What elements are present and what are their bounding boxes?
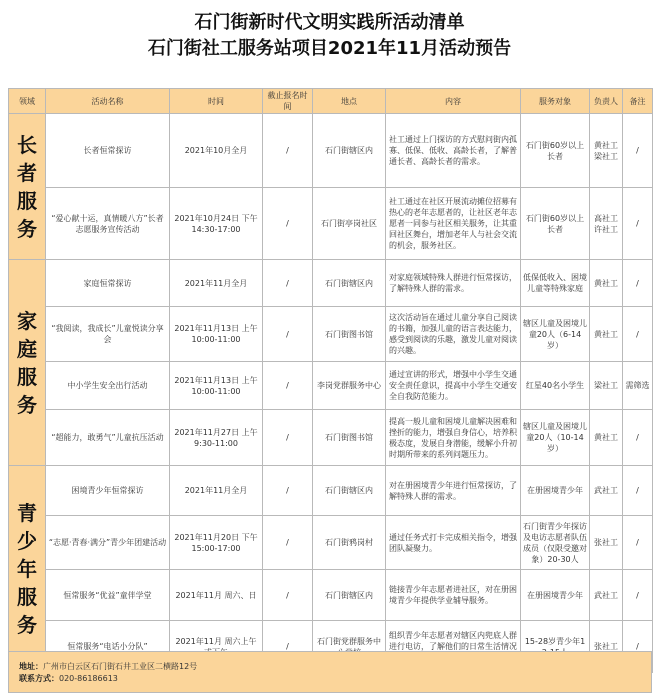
cell-place: 石门街辖区内 <box>313 260 386 307</box>
cell-deadline: / <box>263 570 313 621</box>
cell-content: 社工通过在社区开展流动摊位招募有热心的老年志愿者的，让社区老年志愿者一同参与社区相关服务，让其重回社区舞台，增加老年人与社会交流的机会，服务社区。 <box>386 188 521 260</box>
cell-note: / <box>623 188 653 260</box>
cell-content: 链接青少年志愿者进社区，对在册困境青少年提供学业辅导服务。 <box>386 570 521 621</box>
cell-deadline: / <box>263 188 313 260</box>
cell-content: 提高一般儿童和困境儿童解决困难和挫折的能力，增强自身信心，培养积极态度，发展自身潜能，缓解小升初时期所带来的系列问题压力。 <box>386 410 521 466</box>
cell-activity-name: 长者恒常探访 <box>46 114 170 188</box>
cell-time: 2021年11月27日 上午9:30-11:00 <box>170 410 263 466</box>
header-activity-name: 活动名称 <box>46 89 170 114</box>
cell-time: 2021年11月13日 上午10:00-11:00 <box>170 362 263 410</box>
cell-activity-name: 中小学生安全出行活动 <box>46 362 170 410</box>
cell-time: 2021年11月13日 上午10:00-11:00 <box>170 307 263 362</box>
header-owner: 负责人 <box>590 89 623 114</box>
cell-deadline: / <box>263 410 313 466</box>
cell-target: 在册困境青少年 <box>521 570 590 621</box>
cell-time: 2021年11月 周六、日 <box>170 570 263 621</box>
cell-activity-name: 家庭恒常探访 <box>46 260 170 307</box>
cell-activity-name: 恒常服务“电话小分队” <box>46 621 170 673</box>
cell-place: 石门街党群服务中 <box>313 621 386 673</box>
cell-deadline: / <box>263 466 313 516</box>
cell-activity-name: 困境青少年恒常探访 <box>46 466 170 516</box>
activity-table <box>8 88 653 673</box>
cell-time: 2021年11月全月 <box>170 466 263 516</box>
footer-address-line <box>19 661 641 673</box>
header-deadline: 截止报名时间 <box>263 89 313 114</box>
cell-content: 这次活动旨在通过儿童分享自己阅读的书籍，加强儿童的语言表达能力，感受到阅读的乐趣，激发儿童对阅读的兴趣。 <box>386 307 521 362</box>
cell-deadline: / <box>263 362 313 410</box>
cell-time: 2021年11月全月 <box>170 260 263 307</box>
table-row <box>9 570 653 621</box>
cell-owner: 张社工 <box>590 516 623 570</box>
cell-target: 石门街青少年探访及电访志愿者队伍成员（仅限受邀对象）20-30人 <box>521 516 590 570</box>
cell-target: 石门街60岁以上长者 <box>521 114 590 188</box>
cell-target: 在册困境青少年 <box>521 466 590 516</box>
cell-target: 红星40名小学生 <box>521 362 590 410</box>
table-row <box>9 410 653 466</box>
table-row <box>9 188 653 260</box>
cell-target: 辖区儿童及困境儿童20人（10-14岁） <box>521 410 590 466</box>
cell-place: 石门街图书馆 <box>313 307 386 362</box>
cell-place: 石门街图书馆 <box>313 410 386 466</box>
section-label-family: 家庭服务 <box>9 260 46 466</box>
cell-owner: 梁社工 <box>590 362 623 410</box>
cell-deadline: / <box>263 516 313 570</box>
cell-owner: 高社工 许社工 <box>590 188 623 260</box>
cell-activity-name: “爱心献十运，真情暖八方”长者志愿服务宣传活动 <box>46 188 170 260</box>
cell-content: 通过宣讲的形式，增强中小学生交通安全责任意识，提高中小学生交通安全自我防范能力。 <box>386 362 521 410</box>
cell-time: 2021年10月全月 <box>170 114 263 188</box>
cell-place: 石门街辖区内 <box>313 570 386 621</box>
cell-note: 需筛选 <box>623 362 653 410</box>
address-text: 广州市白云区石门街石井工业区二横路12号 <box>43 662 198 671</box>
cell-place: 石门街辖区内 <box>313 466 386 516</box>
footer-contact-line <box>19 673 641 685</box>
cell-place: 石门街亭岗社区 <box>313 188 386 260</box>
cell-deadline: / <box>263 260 313 307</box>
header-note: 备注 <box>623 89 653 114</box>
cell-note: / <box>623 114 653 188</box>
cell-owner: 武社工 <box>590 570 623 621</box>
cell-deadline: / <box>263 114 313 188</box>
cell-activity-name: “志愿·青春·满分”青少年团建活动 <box>46 516 170 570</box>
cell-content: 组织青少年志愿者对辖区内兜底人群进行电访，了解他们的日常生活情况 <box>386 621 521 673</box>
address-label: 地址： <box>19 662 43 671</box>
cell-owner: 黄社工 <box>590 307 623 362</box>
header-domain: 领域 <box>9 89 46 114</box>
cell-target: 15-28岁青少年1 <box>521 621 590 673</box>
cell-deadline: / <box>263 621 313 673</box>
table-row <box>9 362 653 410</box>
table-row <box>9 466 653 516</box>
cell-time: 2021年11月 周六上午 <box>170 621 263 673</box>
cell-owner: 黄社工 <box>590 410 623 466</box>
cell-owner: 武社工 <box>590 466 623 516</box>
header-place: 地点 <box>313 89 386 114</box>
cell-target: 辖区儿童及困境儿童20人（6-14岁） <box>521 307 590 362</box>
cell-content: 社工通过上门探访的方式慰问街内孤寡、低保、低收、高龄长者，了解普通长者、高龄长者的需求。 <box>386 114 521 188</box>
cell-target: 低保低收入、困境儿童等特殊家庭 <box>521 260 590 307</box>
cell-place: 李岗党群服务中心 <box>313 362 386 410</box>
cell-activity-name: 恒常服务“优益”童伴学堂 <box>46 570 170 621</box>
cell-note: / <box>623 570 653 621</box>
cell-note: / <box>623 410 653 466</box>
table-row <box>9 516 653 570</box>
cell-owner: 张社工 <box>590 621 623 673</box>
page-subtitle: 石门街社工服务站项目2021年11月活动预告 <box>147 38 512 59</box>
cell-time: 2021年10月24日 下午14:30-17:00 <box>170 188 263 260</box>
cell-content: 对家庭领域特殊人群进行恒常探访，了解特殊人群的需求。 <box>386 260 521 307</box>
cell-content: 对在册困境青少年进行恒常探访，了解特殊人群的需求。 <box>386 466 521 516</box>
footer-contact-bar <box>8 651 652 693</box>
cell-note: / <box>623 466 653 516</box>
table-row <box>9 114 653 188</box>
contact-label: 联系方式： <box>19 674 59 683</box>
cell-activity-name: “我阅读，我成长”儿童悦读分享会 <box>46 307 170 362</box>
cell-activity-name: “超能力，敢勇气”儿童抗压活动 <box>46 410 170 466</box>
section-label-youth: 青少年服务 <box>9 466 46 673</box>
cell-note: / <box>623 621 653 673</box>
cell-owner: 黄社工 梁社工 <box>590 114 623 188</box>
cell-note: / <box>623 307 653 362</box>
cell-owner: 黄社工 <box>590 260 623 307</box>
cell-time: 2021年11月20日 下午15:00-17:00 <box>170 516 263 570</box>
contact-text: 020-86186613 <box>59 674 118 683</box>
section-label-elder: 长者服务 <box>9 114 46 260</box>
cell-place: 石门街辖区内 <box>313 114 386 188</box>
header-target: 服务对象 <box>521 89 590 114</box>
header-time: 时间 <box>170 89 263 114</box>
table-header-row <box>9 89 653 114</box>
cell-target: 石门街60岁以上长者 <box>521 188 590 260</box>
cell-note: / <box>623 260 653 307</box>
cell-content: 通过任务式打卡完成相关指令，增强团队凝聚力。 <box>386 516 521 570</box>
table-row <box>9 260 653 307</box>
cell-note: / <box>623 516 653 570</box>
cell-deadline: / <box>263 307 313 362</box>
cell-place: 石门街鸦岗村 <box>313 516 386 570</box>
table-row <box>9 307 653 362</box>
page-title: 石门街新时代文明实践所活动清单 <box>194 12 465 33</box>
header-content: 内容 <box>386 89 521 114</box>
